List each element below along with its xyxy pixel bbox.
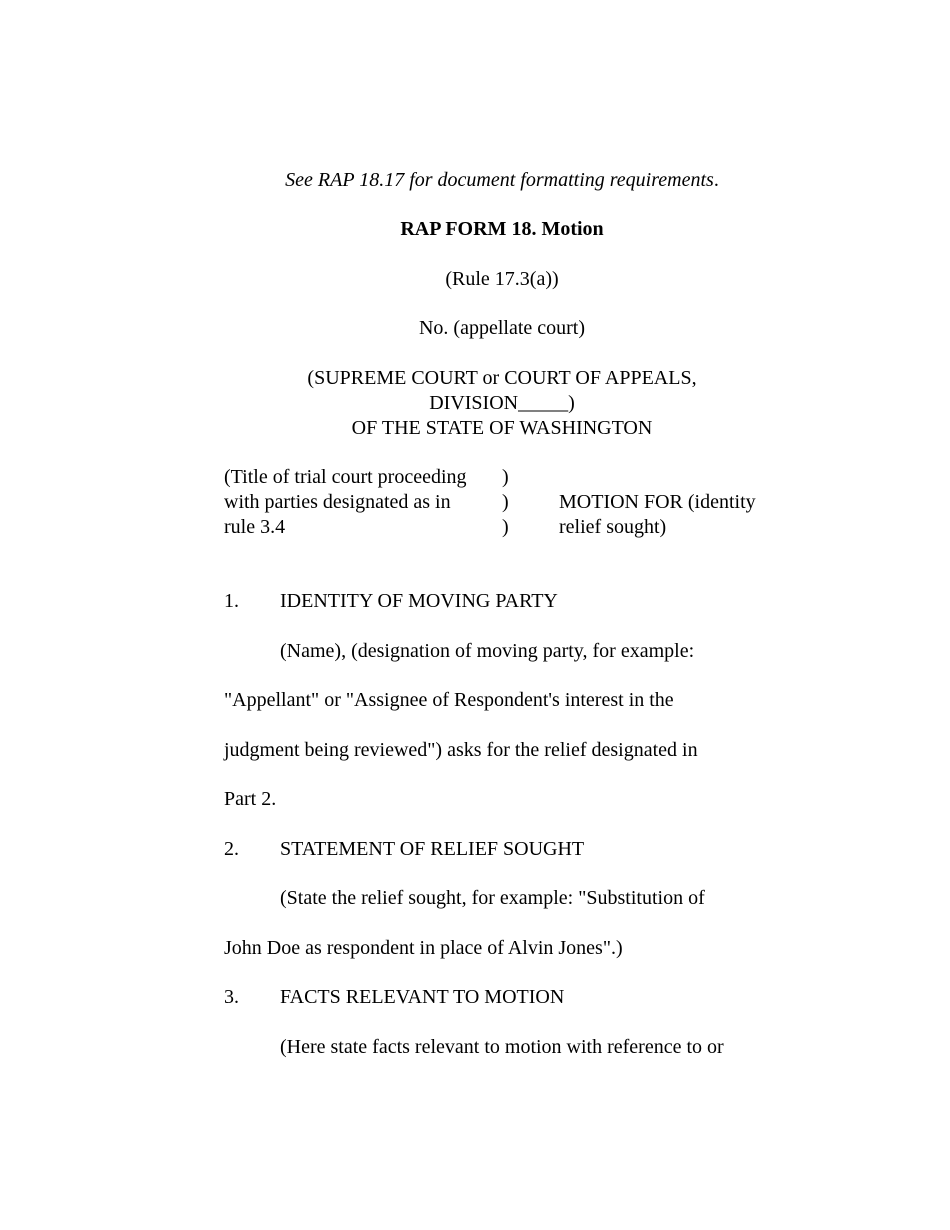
rule-reference: (Rule 17.3(a)): [445, 268, 559, 290]
court-name-line-2: DIVISION_____): [429, 392, 575, 414]
section-number: 3.: [224, 986, 239, 1008]
form-title: RAP FORM 18. Motion: [400, 218, 604, 240]
section-body-line: (State the relief sought, for example: "Substitution of: [280, 887, 705, 909]
caption-motion-line: MOTION FOR (identity: [559, 491, 756, 513]
section-body-line: judgment being reviewed") asks for the relief designated in: [224, 739, 698, 761]
formatting-note: [0, 168, 950, 193]
caption-motion-line: relief sought): [559, 516, 667, 538]
caption-title-line: with parties designated as in: [224, 491, 451, 513]
section-body-line: (Name), (designation of moving party, for example:: [280, 640, 695, 662]
caption-paren: ): [502, 491, 509, 513]
section-body-line: "Appellant" or "Assignee of Respondent's interest in the: [224, 689, 674, 711]
caption-parentheses: [502, 465, 509, 540]
caption-title: [224, 465, 467, 540]
section-number: 2.: [224, 838, 239, 860]
section-body-line: (Here state facts relevant to motion with reference to or: [280, 1036, 724, 1058]
section-heading: IDENTITY OF MOVING PARTY: [280, 590, 558, 612]
court-name-line-1: (SUPREME COURT or COURT OF APPEALS,: [307, 367, 697, 389]
formatting-note-text: See RAP 18.17 for document formatting requirements: [285, 169, 714, 191]
section-heading: STATEMENT OF RELIEF SOUGHT: [280, 838, 585, 860]
section-body-line: Part 2.: [224, 788, 277, 810]
case-number: No. (appellate court): [418, 317, 586, 339]
formatting-note-period: .: [713, 169, 719, 191]
caption-paren: ): [502, 516, 509, 538]
caption-paren: ): [502, 466, 509, 488]
section-number: 1.: [224, 590, 239, 612]
court-name-line-3: OF THE STATE OF WASHINGTON: [351, 417, 653, 439]
section-body-line: John Doe as respondent in place of Alvin Jones".): [224, 937, 623, 959]
caption-title-line: rule 3.4: [224, 516, 286, 538]
section-heading: FACTS RELEVANT TO MOTION: [280, 986, 565, 1008]
caption-title-line: (Title of trial court proceeding: [224, 466, 467, 488]
caption-motion-title: [559, 490, 756, 540]
